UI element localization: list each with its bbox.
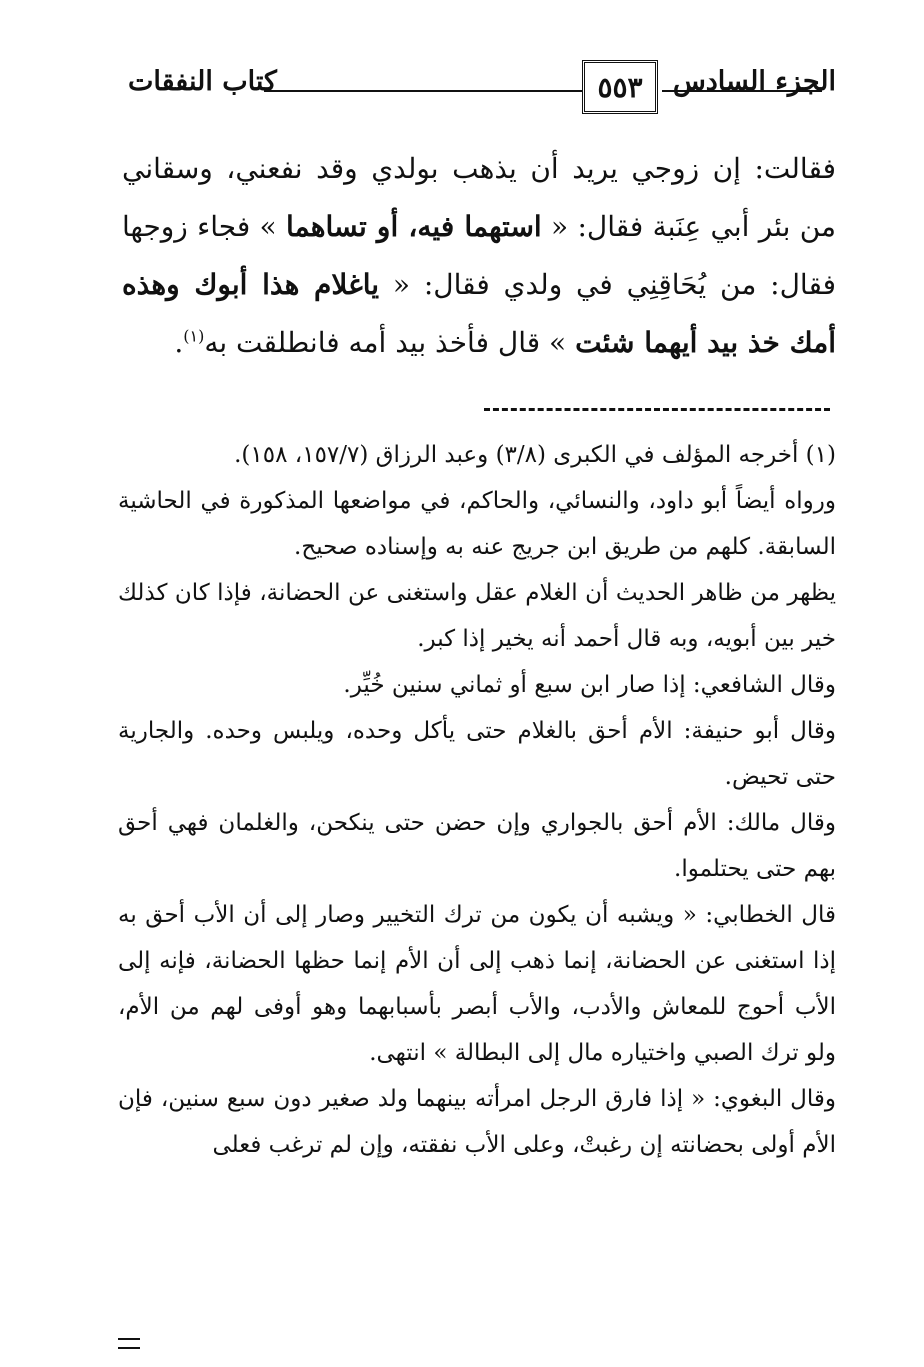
page-number: ٥٥٣: [597, 70, 643, 104]
footnote-paragraph: وقال الشافعي: إذا صار ابن سبع أو ثماني سنين خُيِّر.: [343, 672, 836, 698]
text-segment: » قال فأخذ بيد أمه فانطلقت به: [204, 326, 576, 359]
footnote-paragraph: يظهر من ظاهر الحديث أن الغلام عقل واستغنى عن الحضانة، فإذا كان كذلك خير بين أبويه، وبه قال أحمد أنه يخير إذا كبر.: [118, 580, 836, 652]
main-text: [122, 140, 836, 372]
footnotes: [118, 432, 836, 1168]
book-title: كتاب النفقات: [128, 66, 277, 97]
hadith-quote: ياغلام هذا أبوك وهذه أمك خذ بيد أيهما شئت: [122, 268, 836, 359]
footnote-paragraph: وقال مالك: الأم أحق بالجواري وإن حضن حتى ينكحن، والغلمان فهي أحق بهم حتى يحتلموا.: [118, 810, 836, 882]
footnote-paragraph: وقال أبو حنيفة: الأم أحق بالغلام حتى يأكل وحده، ويلبس وحده. والجارية حتى تحيض.: [118, 718, 836, 790]
footnote-paragraph: قال الخطابي: « ويشبه أن يكون من ترك التخيير وصار إلى أن الأب أحق به إذا استغنى عن الحضانة، إنما ذهب إلى أن الأم إنما حظها الحضانة، فإنه إلى الأب أحوج للمعاش والأدب، والأب أبصر بأسبابهما وهو أوفى لهم من الأم، ولو ترك الصبي واختياره مال إلى البطالة » انتهى.: [118, 902, 836, 1066]
text-segment: » فجاء زوجها فقال: من يُحَاقِنِي في ولدي فقال: «: [122, 210, 837, 301]
hadith-quote: استهما فيه، أو تساهما: [285, 210, 542, 243]
header-rule-left: [264, 90, 582, 92]
text-segment: فقالت: إن زوجي يريد أن يذهب بولدي وقد نفعني، وسقاني من بئر أبي عِنَبة فقال: «: [122, 152, 837, 243]
footnote-paragraph: (١) أخرجه المؤلف في الكبرى (٣/٨) وعبد الرزاق (١٥٧/٧، ١٥٨).: [234, 442, 836, 468]
continuation-mark: [118, 1338, 140, 1349]
text-segment: .: [174, 326, 184, 359]
part-title: الجزء السادس: [672, 66, 836, 97]
footnote-reference: (١): [183, 326, 205, 346]
footnote-separator: [484, 408, 830, 411]
footnote-paragraph: ورواه أيضاً أبو داود، والنسائي، والحاكم، في مواضعها المذكورة في الحاشية السابقة. كلهم من طريق ابن جريج عنه به وإسناده صحيح.: [118, 488, 836, 560]
page-number-box: [582, 60, 658, 114]
footnote-paragraph: وقال البغوي: « إذا فارق الرجل امرأته بينهما ولد صغير دون سبع سنين، فإن الأم أولى بحضانته إن رغبتْ، وعلى الأب نفقته، وإن لم ترغب فعلى: [118, 1086, 836, 1158]
running-header: [128, 60, 836, 124]
main-paragraph: [122, 140, 836, 372]
